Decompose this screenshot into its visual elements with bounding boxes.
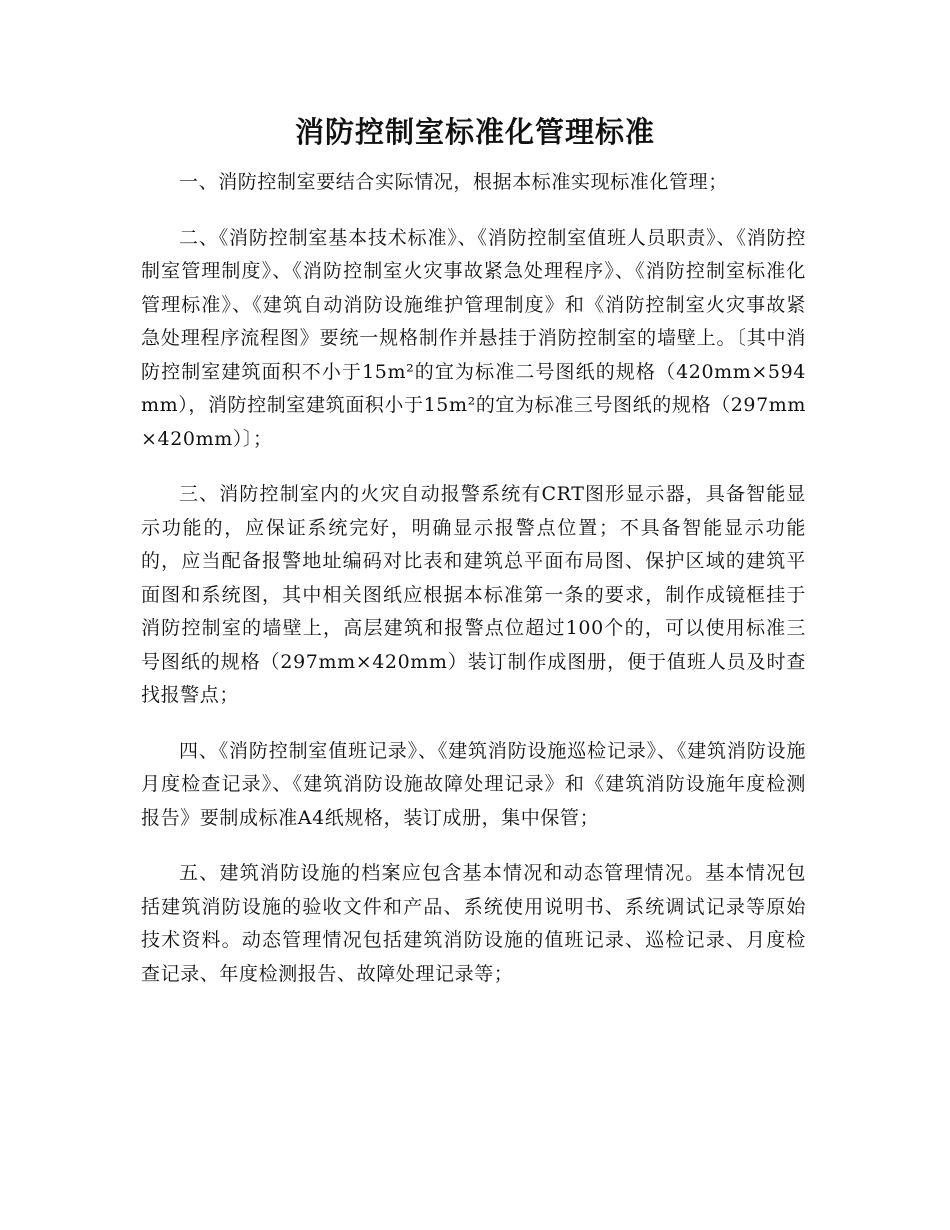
paragraph-4: 四、《消防控制室值班记录》、《建筑消防设施巡检记录》、《建筑消防设施月度检查记录》、《建筑消防设施故障处理记录》和《建筑消防设施年度检测报告》要制成标准A4纸规格，装订成册，集中保管；	[141, 739, 806, 829]
paragraph-1: 一、消防控制室要结合实际情况，根据本标准实现标准化管理；	[179, 171, 728, 193]
document-title: 消防控制室标准化管理标准	[294, 115, 655, 149]
paragraph-2: 二、《消防控制室基本技术标准》、《消防控制室值班人员职责》、《消防控制室管理制度》、《消防控制室火灾事故紧急处理程序》、《消防控制室标准化管理标准》、《建筑自动消防设施维护管理制度》和《消防控制室火灾事故紧急处理程序流程图》要统一规格制作并悬挂于消防控制室的墙壁上。〔其中消防控制室建筑面积不小于15m²的宜为标准二号图纸的规格（420mm×594mm），消防控制室建筑面积小于15m²的宜为标准三号图纸的规格（297mm×420mm）〕；	[141, 226, 806, 450]
paragraph-5: 五、建筑消防设施的档案应包含基本情况和动态管理情况。基本情况包括建筑消防设施的验收文件和产品、系统使用说明书、系统调试记录等原始技术资料。动态管理情况包括建筑消防设施的值班记录、巡检记录、月度检查记录、年度检测报告、故障处理记录等；	[141, 862, 806, 985]
document-body	[141, 166, 806, 1013]
paragraph-3: 三、消防控制室内的火灾自动报警系统有CRT图形显示器，具备智能显示功能的，应保证系统完好，明确显示报警点位置；不具备智能显示功能的，应当配备报警地址编码对比表和建筑总平面布局图、保护区域的建筑平面图和系统图，其中相关图纸应根据本标准第一条的要求，制作成镜框挂于消防控制室的墙壁上，高层建筑和报警点位超过100个的，可以使用标准三号图纸的规格（297mm×420mm）装订制作成图册，便于值班人员及时查找报警点；	[141, 483, 806, 706]
